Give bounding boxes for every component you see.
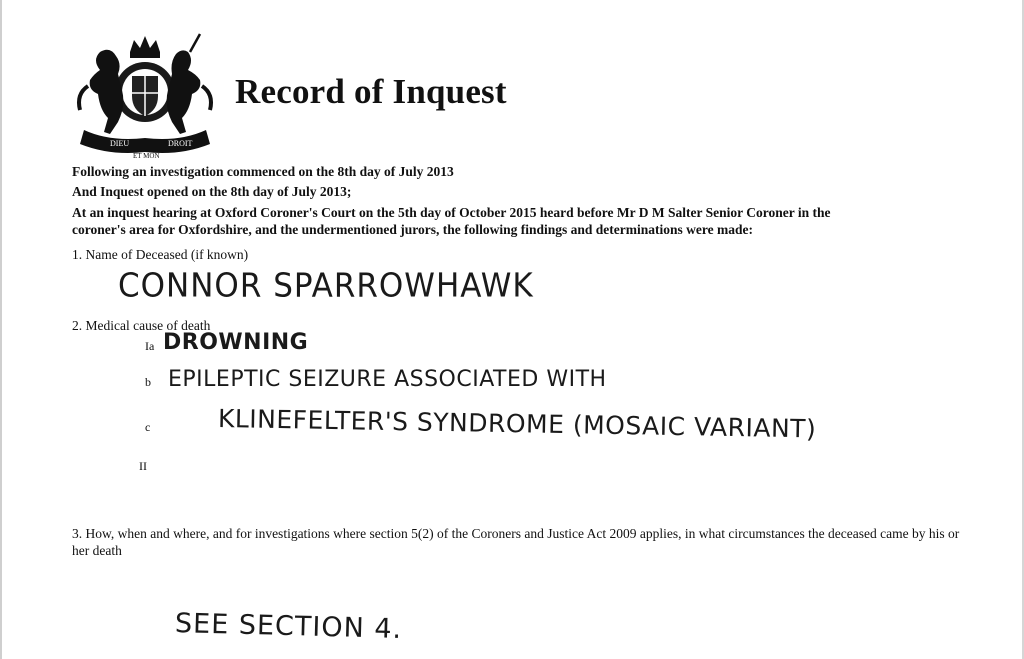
- cause-ii-label: II: [139, 459, 147, 473]
- cause-c-label: c: [145, 420, 151, 434]
- cause-b-label: b: [145, 375, 151, 389]
- intro-line-findings: coroner's area for Oxfordshire, and the undermentioned jurors, the following findings and determinations were made:: [72, 222, 753, 237]
- cause-b-handwritten-line1: EPILEPTIC SEIZURE ASSOCIATED WITH: [168, 367, 607, 392]
- section-2-label: 2. Medical cause of death: [72, 318, 211, 333]
- section-3-label: 3. How, when and where, and for investigations where section 5(2) of the Coroners and Justice Act 2009 applies, in what circumstances the deceased came by his or her death: [72, 526, 960, 558]
- cause-ia-handwritten: DROWNING: [163, 330, 309, 355]
- intro-line-investigation: Following an investigation commenced on the 8th day of July 2013: [72, 164, 454, 179]
- crest-motto-bottom: ET MON: [133, 152, 160, 160]
- royal-coat-of-arms-icon: [70, 30, 220, 160]
- deceased-name-handwritten: CONNOR SPARROWHAWK: [118, 267, 534, 305]
- section-1-label: 1. Name of Deceased (if known): [72, 247, 249, 262]
- intro-line-hearing: At an inquest hearing at Oxford Coroner's Court on the 5th day of October 2015 heard before Mr D M Salter Senior Coroner in the: [72, 205, 831, 220]
- cause-ia-label: Ia: [145, 339, 155, 353]
- crest-motto-left: DIEU: [110, 139, 130, 148]
- page-title: Record of Inquest: [235, 72, 507, 111]
- crest-motto-right: DROIT: [168, 139, 193, 148]
- section-3-handwritten: SEE SECTION 4.: [174, 608, 403, 645]
- cause-b-handwritten-line2: KLINEFELTER'S SYNDROME (MOSAIC VARIANT): [217, 404, 817, 444]
- page-left-edge: [0, 0, 2, 659]
- intro-line-inquest-opened: And Inquest opened on the 8th day of July 2013;: [72, 184, 352, 199]
